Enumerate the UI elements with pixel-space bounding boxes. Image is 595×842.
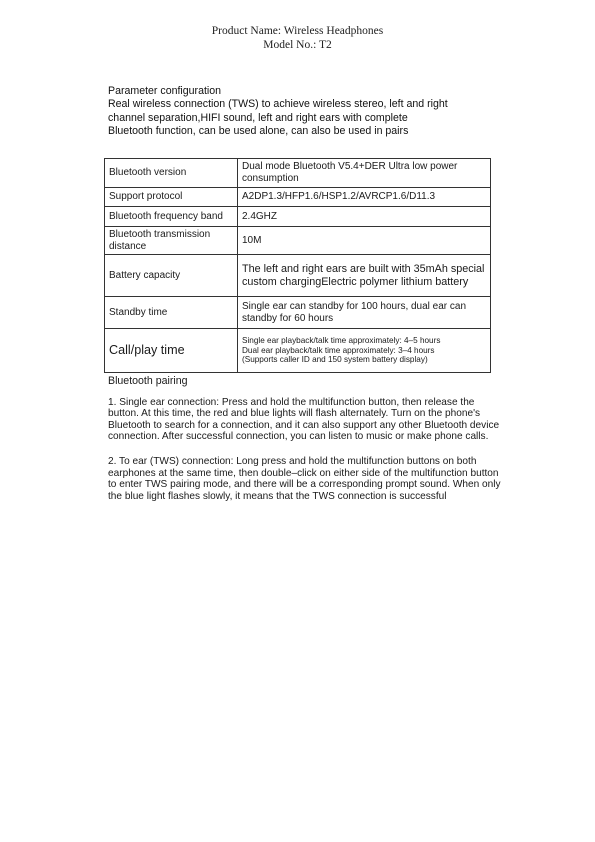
param-value-line: (Supports caller ID and 150 system battery display)	[242, 355, 428, 365]
param-value: The left and right ears are built with 35mAh special custom chargingElectric polymer lithium battery	[238, 255, 491, 297]
param-value	[238, 329, 491, 373]
param-value-line: Single ear playback/talk time approximately: 4–5 hours	[242, 336, 441, 346]
param-value: A2DP1.3/HFP1.6/HSP1.2/AVRCP1.6/D11.3	[238, 188, 491, 207]
table-row	[105, 188, 491, 207]
param-value-line: Dual ear playback/talk time approximately: 3–4 hours	[242, 345, 435, 355]
param-label: Bluetooth frequency band	[105, 207, 238, 227]
pairing-step-1: 1. Single ear connection: Press and hold the multifunction button, then release the button. At this time, the red and blue lights will flash alternately. Turn on the phone's Bluetooth to search for a connection, and it can also support any other Bluetooth device connection. After successful connection, you can listen to music or make phone calls.	[108, 396, 500, 443]
pairing-step-2: 2. To ear (TWS) connection: Long press and hold the multifunction buttons on both earphones at the same time, then double–click on either side of the multifunction button to enter TWS pairing mode, and there will be a corresponding prompt sound. When only the blue light flashes slowly, it means that the TWS connection is successful	[108, 455, 501, 502]
table-row	[105, 227, 491, 255]
intro-section	[108, 85, 488, 138]
param-label: Bluetooth version	[105, 159, 238, 188]
table-row	[105, 207, 491, 227]
table-row	[105, 255, 491, 297]
intro-line: channel separation,HIFI sound, left and right ears with complete	[108, 111, 408, 124]
pairing-title: Bluetooth pairing	[108, 375, 188, 387]
intro-line: Real wireless connection (TWS) to achieve wireless stereo, left and right	[108, 98, 448, 111]
model-number: Model No.: T2	[263, 39, 332, 51]
param-value: 2.4GHZ	[238, 207, 491, 227]
param-label: Battery capacity	[105, 255, 238, 297]
param-value: Dual mode Bluetooth V5.4+DER Ultra low power consumption	[238, 159, 491, 188]
table-row	[105, 329, 491, 373]
param-label: Standby time	[105, 297, 238, 329]
product-name: Product Name: Wireless Headphones	[211, 25, 384, 37]
parameter-table	[104, 158, 491, 373]
intro-line: Bluetooth function, can be used alone, can also be used in pairs	[108, 124, 409, 137]
page-header	[0, 24, 595, 52]
param-label: Support protocol	[105, 188, 238, 207]
table-row	[105, 297, 491, 329]
pairing-section	[108, 376, 503, 515]
param-value: 10M	[238, 227, 491, 255]
param-label: Bluetooth transmission distance	[105, 227, 238, 255]
intro-title: Parameter configuration	[108, 85, 222, 97]
table-row	[105, 159, 491, 188]
param-label: Call/play time	[105, 329, 238, 373]
param-value: Single ear can standby for 100 hours, dual ear can standby for 60 hours	[238, 297, 491, 329]
